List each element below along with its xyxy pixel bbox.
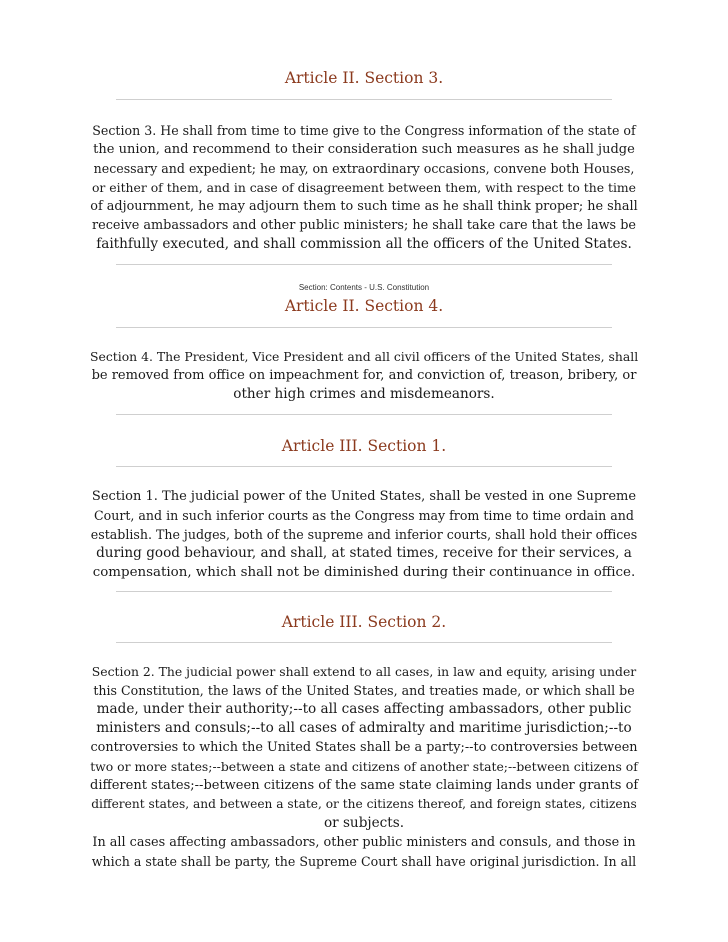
divider	[116, 642, 612, 643]
text-line: compensation, which shall not be diminished during their continuance in office.	[92, 565, 636, 580]
divider	[116, 591, 612, 592]
text-line: other high crimes and misdemeanors.	[233, 386, 495, 402]
heading-article-2-section-4: Article II. Section 4.	[284, 297, 444, 315]
text-line: faithfully executed, and shall commission all the officers of the United States.	[96, 236, 632, 252]
text-line: necessary and expedient; he may, on extraordinary occasions, convene both Houses,	[93, 161, 635, 176]
heading-article-3-section-2: Article III. Section 2.	[281, 613, 447, 631]
text-line: Section 4. The President, Vice President and all civil officers of the United States, shall	[90, 349, 639, 364]
text-line: during good behaviour, and shall, at stated times, receive for their services, a	[96, 545, 632, 561]
divider	[116, 264, 612, 265]
text-line: Section 2. The judicial power shall extend to all cases, in law and equity, arising under	[91, 664, 637, 679]
text-line: Section 3. He shall from time to time give to the Congress information of the state of	[92, 123, 636, 138]
paragraph-article-2-section-3	[90, 121, 638, 254]
paragraph-article-3-section-1	[90, 487, 638, 582]
text-line: In all cases affecting ambassadors, other public ministers and consuls, and those in	[92, 835, 636, 850]
text-line: different states;--between citizens of the same state claiming lands under grants of	[90, 778, 639, 793]
divider	[116, 414, 612, 415]
text-line: or subjects.	[323, 815, 405, 831]
text-line: Court, and in such inferior courts as the Congress may from time to time ordain and	[94, 508, 634, 523]
paragraph-article-3-section-2	[90, 662, 638, 871]
divider	[116, 99, 612, 100]
text-line: establish. The judges, both of the supreme and inferior courts, shall hold their offices	[90, 527, 638, 542]
divider	[116, 327, 612, 328]
text-line: made, under their authority;--to all cases affecting ambassadors, other public	[96, 701, 632, 717]
text-line: of adjournment, he may adjourn them to such time as he shall think proper; he shall	[90, 199, 638, 214]
text-line: the union, and recommend to their consideration such measures as he shall judge	[93, 142, 635, 157]
text-line: this Constitution, the laws of the United States, and treaties made, or which shall be	[93, 683, 635, 698]
text-line: receive ambassadors and other public ministers; he shall take care that the laws be	[92, 218, 636, 233]
text-line: or either of them, and in case of disagreement between them, with respect to the time	[91, 180, 637, 195]
text-line: two or more states;--between a state and citizens of another state;--between citizens of	[90, 759, 638, 774]
heading-article-2-section-3: Article II. Section 3.	[284, 69, 444, 87]
text-line: controversies to which the United States shall be a party;--to controversies between	[90, 740, 638, 755]
text-line: Section 1. The judicial power of the United States, shall be vested in one Supreme	[91, 489, 637, 504]
text-line: be removed from office on impeachment for, and conviction of, treason, bribery, or	[91, 368, 637, 383]
text-line: which a state shall be party, the Supreme Court shall have original jurisdiction. In all	[91, 854, 637, 869]
paragraph-article-2-section-4	[90, 347, 638, 404]
text-line: ministers and consuls;--to all cases of admiralty and maritime jurisdiction;--to	[96, 720, 632, 736]
text-line: different states, and between a state, or the citizens thereof, and foreign states, citizens	[91, 797, 637, 811]
divider	[116, 466, 612, 467]
heading-article-3-section-1: Article III. Section 1.	[281, 437, 447, 455]
contents-link[interactable]: Section: Contents - U.S. Constitution	[298, 283, 430, 292]
